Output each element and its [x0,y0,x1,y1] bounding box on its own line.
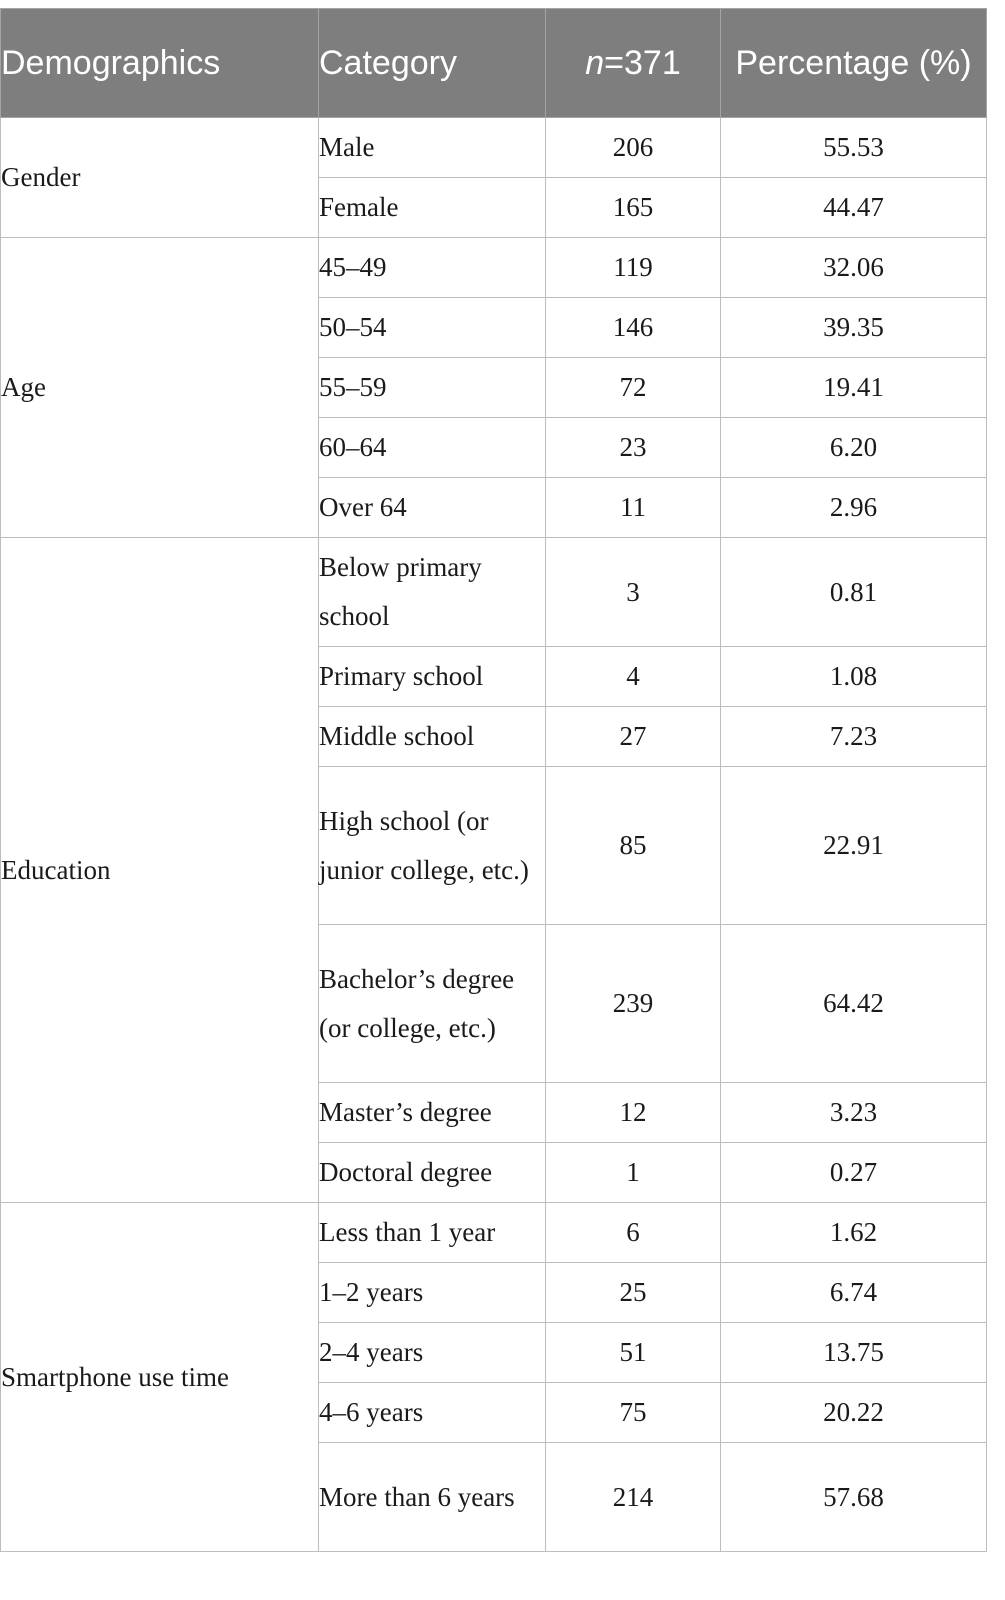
demographics-table [0,8,987,1552]
category-cell: Middle school [319,707,546,767]
header-sample-size [546,9,721,118]
category-cell: 55–59 [319,358,546,418]
table-header [1,9,987,118]
count-cell: 146 [546,298,721,358]
percentage-cell: 44.47 [721,178,987,238]
table-row [1,538,987,647]
percentage-cell: 13.75 [721,1323,987,1383]
category-cell: Less than 1 year [319,1203,546,1263]
percentage-cell: 0.27 [721,1143,987,1203]
category-cell: Master’s degree [319,1083,546,1143]
count-cell: 72 [546,358,721,418]
header-percentage: Percentage (%) [721,9,987,118]
category-cell: 60–64 [319,418,546,478]
count-cell: 1 [546,1143,721,1203]
count-cell: 3 [546,538,721,647]
category-cell: Female [319,178,546,238]
percentage-cell: 2.96 [721,478,987,538]
count-cell: 27 [546,707,721,767]
category-cell: Below primary school [319,538,546,647]
count-cell: 11 [546,478,721,538]
percentage-cell: 57.68 [721,1443,987,1552]
percentage-cell: 55.53 [721,118,987,178]
count-cell: 165 [546,178,721,238]
header-category: Category [319,9,546,118]
count-cell: 206 [546,118,721,178]
category-cell: 50–54 [319,298,546,358]
category-cell: Over 64 [319,478,546,538]
category-cell: More than 6 years [319,1443,546,1552]
count-cell: 25 [546,1263,721,1323]
percentage-cell: 20.22 [721,1383,987,1443]
count-cell: 12 [546,1083,721,1143]
header-n-value: =371 [604,44,681,82]
category-cell: Bachelor’s degree (or college, etc.) [319,925,546,1083]
percentage-cell: 39.35 [721,298,987,358]
count-cell: 4 [546,647,721,707]
count-cell: 51 [546,1323,721,1383]
category-cell: Primary school [319,647,546,707]
count-cell: 85 [546,767,721,925]
count-cell: 6 [546,1203,721,1263]
table-row [1,118,987,178]
table-row [1,238,987,298]
percentage-cell: 1.62 [721,1203,987,1263]
category-cell: 1–2 years [319,1263,546,1323]
percentage-cell: 19.41 [721,358,987,418]
percentage-cell: 6.74 [721,1263,987,1323]
group-label-education: Education [1,538,319,1203]
count-cell: 214 [546,1443,721,1552]
category-cell: Male [319,118,546,178]
header-demographics: Demographics [1,9,319,118]
header-n-variable: n [585,44,605,82]
table-row [1,1203,987,1263]
percentage-cell: 64.42 [721,925,987,1083]
percentage-cell: 3.23 [721,1083,987,1143]
count-cell: 239 [546,925,721,1083]
count-cell: 119 [546,238,721,298]
percentage-cell: 1.08 [721,647,987,707]
table-body [1,118,987,1552]
category-cell: 45–49 [319,238,546,298]
category-cell: 2–4 years [319,1323,546,1383]
category-cell: Doctoral degree [319,1143,546,1203]
category-cell: 4–6 years [319,1383,546,1443]
group-label-smartphone-use-time: Smartphone use time [1,1203,319,1552]
group-label-gender: Gender [1,118,319,238]
percentage-cell: 7.23 [721,707,987,767]
percentage-cell: 6.20 [721,418,987,478]
percentage-cell: 32.06 [721,238,987,298]
header-row [1,9,987,118]
category-cell: High school (or junior college, etc.) [319,767,546,925]
percentage-cell: 0.81 [721,538,987,647]
count-cell: 23 [546,418,721,478]
count-cell: 75 [546,1383,721,1443]
percentage-cell: 22.91 [721,767,987,925]
group-label-age: Age [1,238,319,538]
